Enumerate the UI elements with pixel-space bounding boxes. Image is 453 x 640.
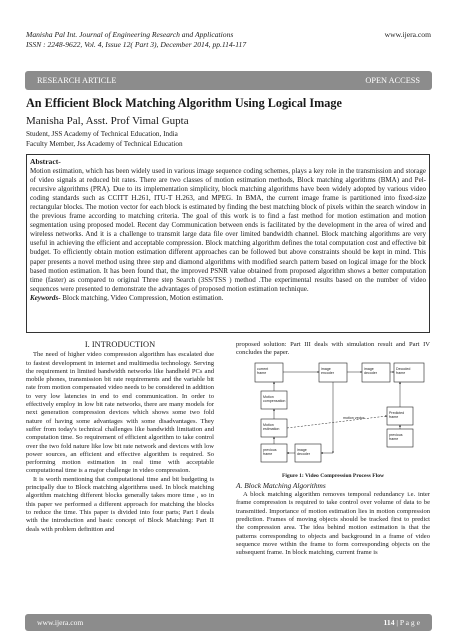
keywords — [30, 294, 426, 303]
left-column — [26, 341, 214, 534]
svg-text:decoder — [297, 452, 311, 456]
label-previous-frame-right-2: frame — [389, 436, 399, 441]
svg-text:frame — [396, 371, 405, 375]
block-matching-paragraph: A block matching algorithm removes temporal redundancy i.e. inter frame compression is required to take control over volume of data to be transmitted. Importance of motion estimation lies in motion compression prediction. Frames of moving objects should be tracked first to predict the compression area. The idea behind motion estimation is that the patterns corresponding to objects and background in a frame of video sequence move within the frame to form corresponding objects on the subsequent frame. In block matching, current frame is — [236, 491, 430, 557]
page-label: | P a g e — [394, 618, 420, 627]
issn-line: ISSN : 2248-9622, Vol. 4, Issue 12( Part 3), December 2014, pp.114-117 — [26, 40, 247, 49]
label-decoded-frame-2: frame — [396, 370, 406, 375]
label-image-encoder-2: encoder — [321, 370, 334, 375]
label-predicted-frame-2: frame — [389, 414, 399, 419]
journal-website[interactable]: www.ijera.com — [384, 30, 431, 39]
footer-website[interactable]: www.ijera.com — [37, 618, 84, 627]
label-previous-frame-left-1: previous — [263, 447, 277, 452]
affiliation-1: Student, JSS Academy of Technical Education, India — [26, 130, 178, 138]
intro-paragraph-3: proposed solution: Part III deals with simulation result and Part IV concludes the paper. — [236, 341, 430, 357]
label-image-encoder-1: image — [321, 366, 331, 371]
label-motion-compensation-2: compensation — [263, 398, 286, 403]
keywords-text: Block matching, Video Compression, Motion estimation. — [60, 293, 224, 302]
label-current-frame-1: current — [257, 366, 269, 371]
label-previous-frame-right-1: previous — [389, 432, 403, 437]
svg-text:motion vector — [343, 416, 365, 420]
label-motion-estimation-1: Motion — [263, 422, 274, 427]
page-footer — [25, 614, 432, 631]
svg-text:estimation — [263, 427, 279, 431]
right-column — [236, 341, 430, 558]
access-type: OPEN ACCESS — [365, 76, 420, 85]
author-names: Manisha Pal, Asst. Prof Vimal Gupta — [26, 115, 189, 127]
svg-text:frame — [263, 452, 272, 456]
abstract-label: Abstract- — [30, 157, 61, 166]
intro-paragraph-2: It is worth mentioning that computational time and bit budgeting is principally due to Block matching algorithms used. In block matching algorithm matching different blocks generally takes more time , so in this paper we performed a different approach for matching the blocks to reduce the time. This paper is divided into four parts; Part I deals with the introduction and basic concept of Block Matching: Part II deals with problem definition and — [26, 475, 214, 533]
svg-text:frame — [389, 415, 398, 419]
svg-text:frame — [257, 371, 266, 375]
figure-1 — [237, 361, 429, 471]
abstract-box — [26, 154, 430, 333]
label-image-decoder-bottom-1: image — [297, 447, 307, 452]
label-current-frame-2: frame — [257, 370, 267, 375]
compression-flow-diagram — [237, 361, 429, 471]
section-heading-introduction: I. INTRODUCTION — [84, 340, 156, 349]
svg-text:encoder — [321, 371, 335, 375]
page-number-value: 114 — [383, 618, 395, 627]
subsection-heading-block-matching: A. Block Matching Algorithms — [236, 480, 326, 490]
journal-header — [26, 30, 431, 50]
affiliation-2: Faculty Member, Jss Academy of Technical Education — [26, 140, 183, 148]
label-image-decoder-bottom-2: decoder — [297, 451, 310, 456]
intro-paragraph-1: The need of higher video compression algorithm has escalated due to fastest development in internet and multimedia technology. Serving the requirement in limited bandwidth networks like handheld PCs and mobile phones, transmission bit rate requirements and the variable bit rate from motion compensated video needs to be considered in addition to very low latencies in end to end communication. In order to effectively employ in low bit rate networks, there are many models for next generation compression devices which shows some two fold nature of having some advantages with some disadvantages. They suffer from today's technical challenges like bandwidth limitation and computation time. So requirement of efficient algorithm to take control over the two fold nature like low bit rate network and devices with low power sources, an efficient and effective algorithm is required. So performing motion estimation in real time with acceptable computational time is a major challenge in video compression. — [26, 351, 214, 475]
article-banner — [25, 71, 432, 90]
article-type: RESEARCH ARTICLE — [37, 76, 117, 85]
svg-text:decoder — [364, 371, 378, 375]
label-image-decoder-top-2: decoder — [364, 370, 377, 375]
svg-text:compensation — [263, 399, 285, 403]
figure-caption: Figure 1: Video Compression Process Flow — [281, 472, 385, 479]
label-motion-vector: motion vector — [343, 415, 365, 420]
label-motion-estimation-2: estimation — [263, 426, 280, 431]
keywords-label: Keywords- — [30, 293, 61, 302]
page-number — [384, 618, 420, 627]
journal-citation: Manisha Pal Int. Journal of Engineering Research and Applications — [26, 30, 234, 39]
svg-text:frame — [389, 437, 398, 441]
abstract-text: Motion estimation, which has been widely used in various image sequence coding schemes, plays a key role in the transmission and storage of video signals at reduced bit rates. There are two classes of motion estimation methods, Block matching algorithms (BMA) and Pel-recursive algorithms (PRA). Due to its implementation simplicity, block matching algorithms have been widely adopted by various video coding standards such as CCITT H.261, ITU-T H.263, and MPEG. In BMA, the current image frame is partitioned into fixed-size rectangular blocks. The motion vector for each block is estimated by finding the best matching block of pixels within the search window in the previous frame according to matching criteria. The goal of this work is to find a fast method for motion estimation and motion segmentation using proposed model. Recent day Communication between ends is facilitated by the development in the area of wired and wireless networks. And it is a challenge to transmit large data file over limited bandwidth channel. Block matching algorithms are very useful in achieving the efficient and acceptable compression. Block matching algorithm defines the total computation cost and effective bit budget. To efficiently obtain motion estimation different approaches can be followed but above constraints should be kept in mind. This paper presents a novel method using three step and diamond algorithms with modified search pattern based on logical image for the block based motion estimation. It has been found that, the improved PSNR value obtained from proposed algorithm shows a better computation time (faster) as compared to original Three step Search (3SS/TSS ) method .The experimental results based on the number of video sequences were presented to demonstrate the advantages of proposed motion estimation technique. — [30, 167, 426, 293]
label-motion-compensation-1: Motion — [263, 394, 274, 399]
label-predicted-frame-1: Predicted — [389, 410, 405, 415]
label-image-decoder-top-1: image — [364, 366, 374, 371]
label-previous-frame-left-2: frame — [263, 451, 273, 456]
label-decoded-frame-1: Decoded — [396, 366, 411, 371]
paper-title: An Efficient Block Matching Algorithm Using Logical Image — [26, 96, 342, 110]
